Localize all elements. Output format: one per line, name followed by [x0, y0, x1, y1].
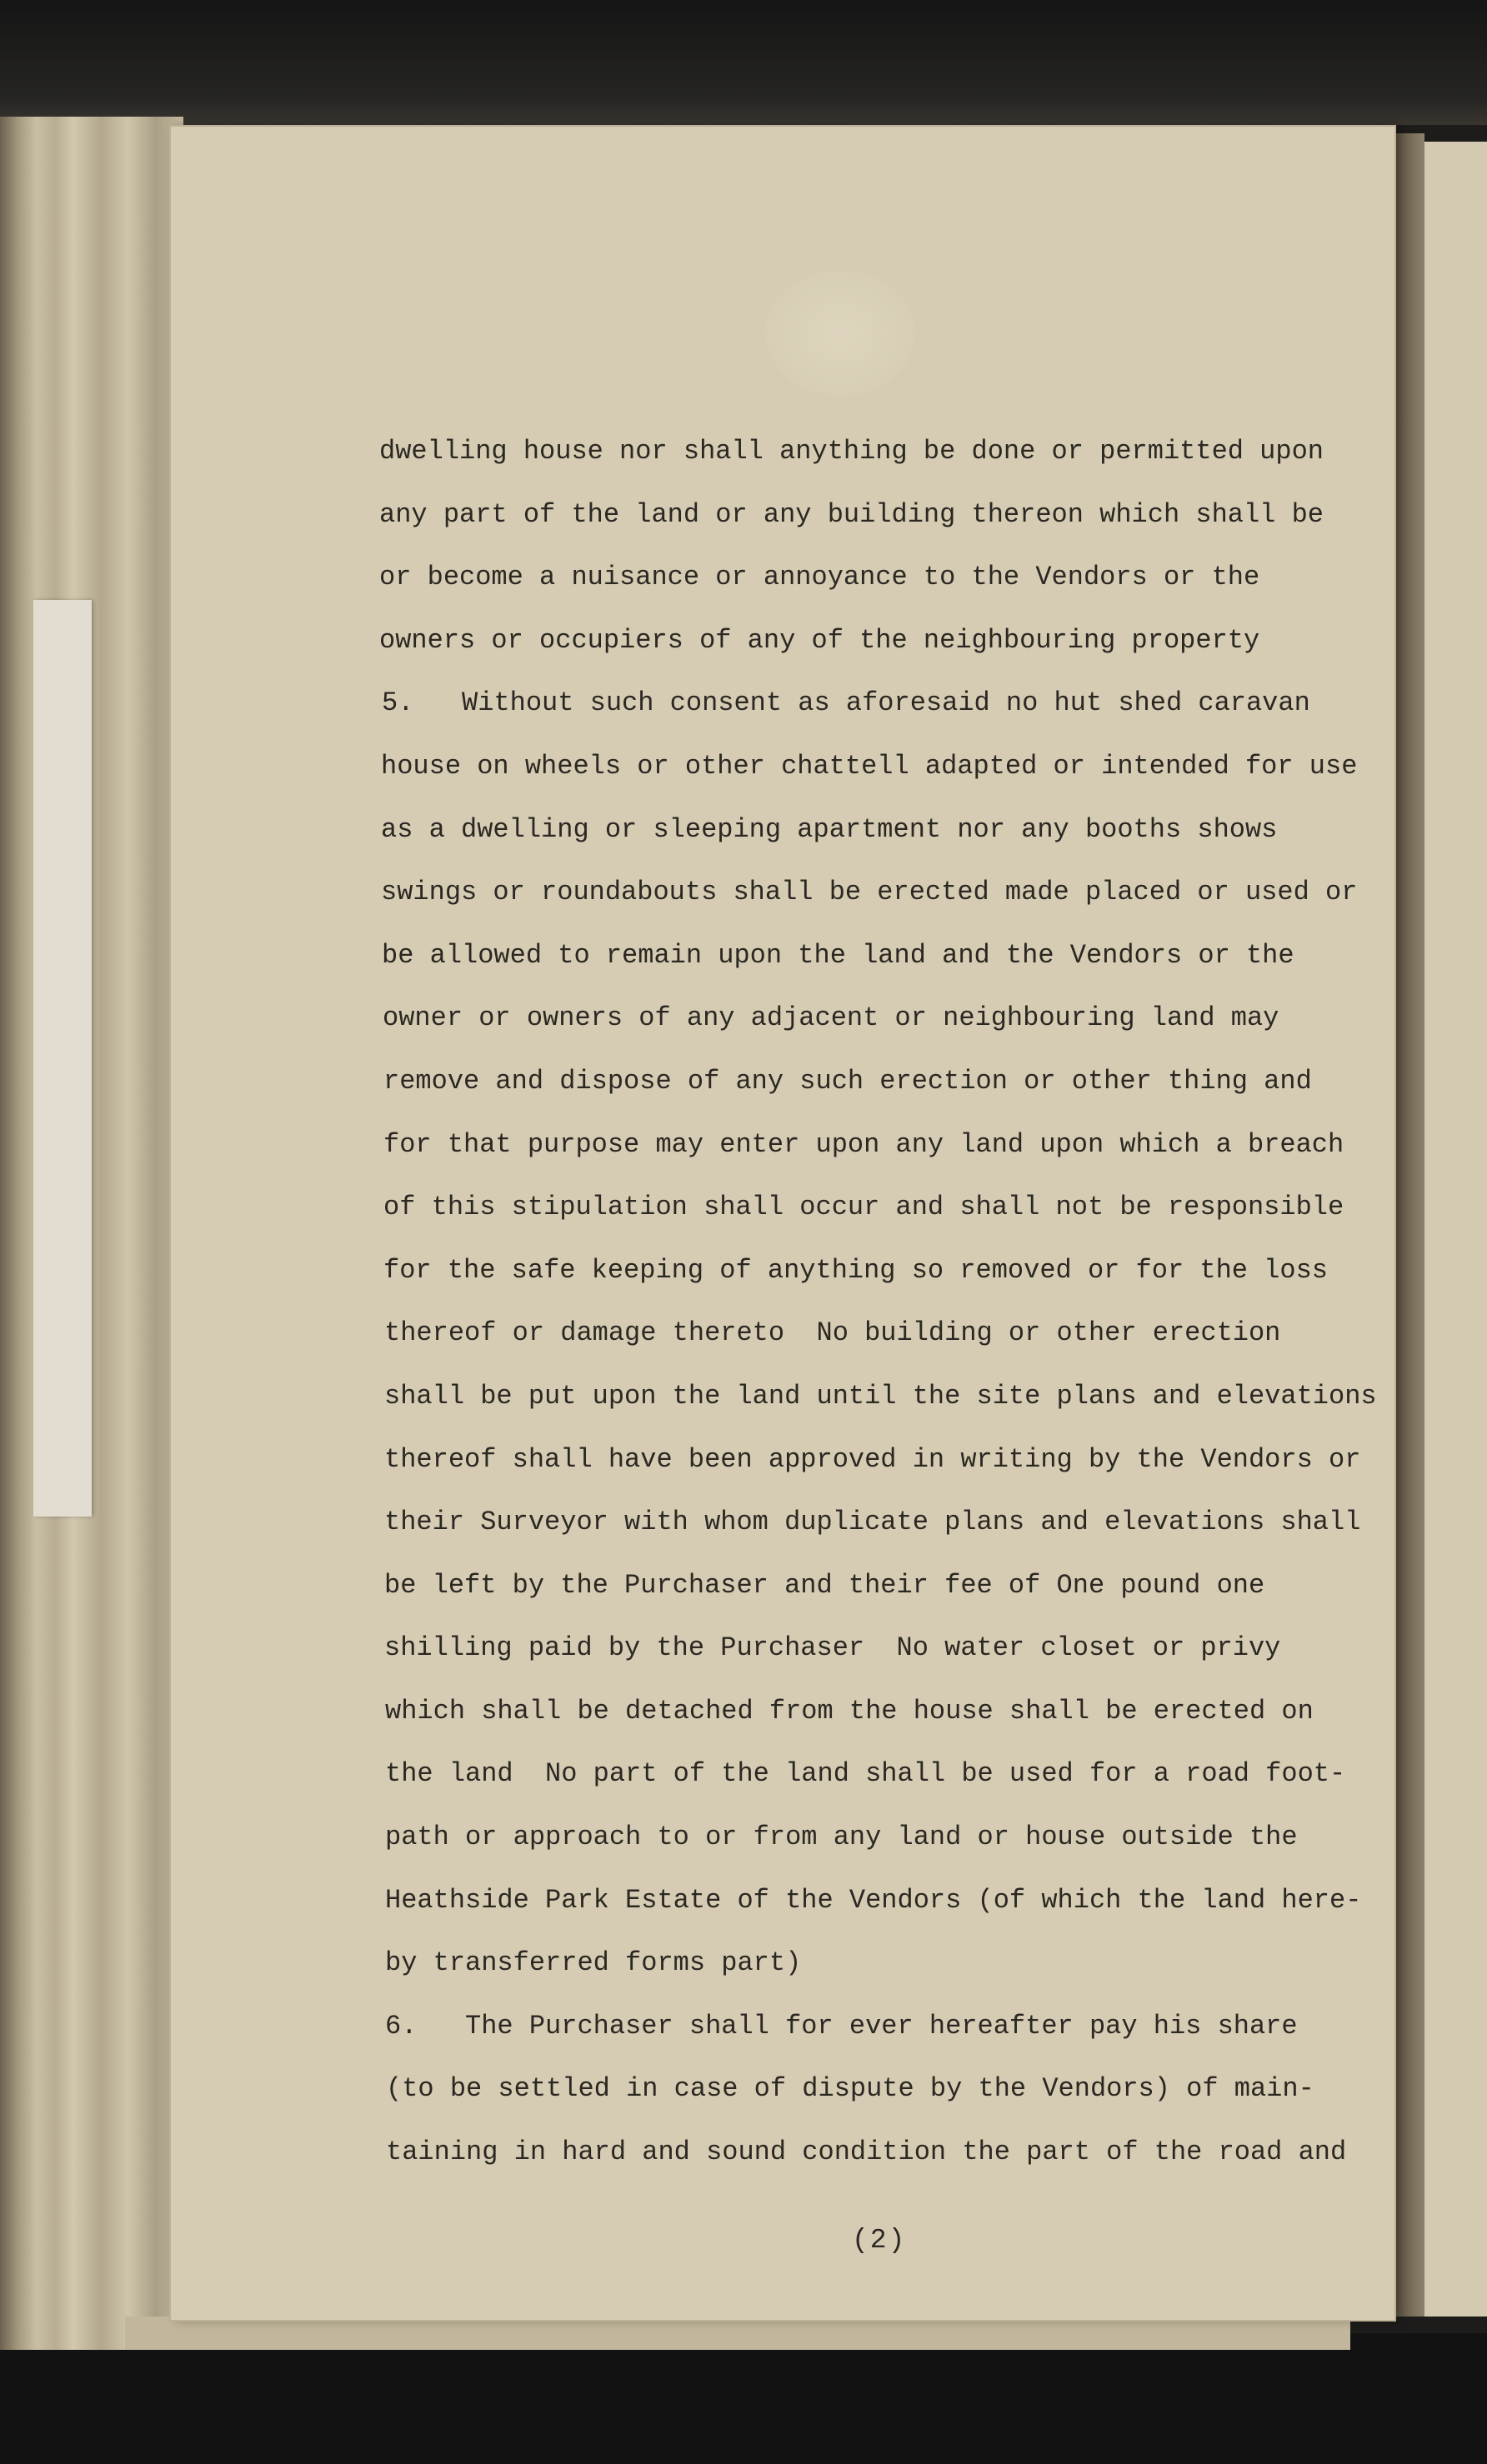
text-line: which shall be detached from the house shall be erected on	[385, 1695, 1314, 1727]
text-line: any part of the land or any building thereon which shall be	[379, 498, 1324, 530]
text-line: remove and dispose of any such erection or other thing and	[383, 1065, 1312, 1097]
text-line: Heathside Park Estate of the Vendors (of which the land here-	[385, 1884, 1362, 1916]
text-line: be allowed to remain upon the land and the Vendors or the	[382, 939, 1294, 971]
text-line: shall be put upon the land until the site plans and elevations	[384, 1380, 1377, 1412]
paper-slip	[33, 600, 92, 1517]
adjacent-page	[1424, 142, 1487, 2317]
text-line: 6. The Purchaser shall for ever hereafter pay his share	[385, 2010, 1298, 2042]
text-line: their Surveyor with whom duplicate plans and elevations shall	[384, 1507, 1361, 1538]
text-line: dwelling house nor shall anything be done or permitted upon	[379, 436, 1324, 467]
text-line: 5. Without such consent as aforesaid no hut shed caravan	[382, 687, 1310, 719]
text-line: for that purpose may enter upon any land upon which a breach	[383, 1128, 1344, 1160]
text-line: path or approach to or from any land or house outside the	[385, 1822, 1298, 1853]
text-line: thereof shall have been approved in writing by the Vendors or	[384, 1443, 1361, 1475]
text-line: the land No part of the land shall be used for a road foot-	[385, 1758, 1346, 1790]
scanner-background-top	[0, 0, 1487, 125]
text-line: by transferred forms part)	[385, 1947, 802, 1979]
text-line: be left by the Purchaser and their fee of One pound one	[384, 1569, 1265, 1601]
text-line: for the safe keeping of anything so removed or for the loss	[383, 1254, 1328, 1286]
scanner-background-bottom	[0, 2333, 1487, 2464]
text-line: thereof or damage thereto No building or other erection	[384, 1317, 1281, 1349]
text-line: taining in hard and sound condition the part of the road and	[386, 2137, 1347, 2168]
text-line: as a dwelling or sleeping apartment nor any booths shows	[381, 813, 1278, 845]
text-line: shilling paid by the Purchaser No water closet or privy	[384, 1632, 1281, 1664]
page-stack-edges	[0, 117, 183, 2350]
text-line: owners or occupiers of any of the neighbouring property	[379, 624, 1260, 656]
text-line: owner or owners of any adjacent or neighbouring land may	[383, 1002, 1279, 1034]
text-line: swings or roundabouts shall be erected made placed or used or	[381, 877, 1358, 908]
text-line: or become a nuisance or annoyance to the Vendors or the	[379, 562, 1260, 593]
binding-gutter	[1394, 133, 1424, 2317]
typed-text-body	[379, 427, 1388, 2191]
page-number: (2)	[852, 2225, 907, 2256]
text-line: house on wheels or other chattell adapted or intended for use	[381, 750, 1358, 782]
text-line: (to be settled in case of dispute by the Vendors) of main-	[386, 2073, 1314, 2105]
text-line: of this stipulation shall occur and shall not be responsible	[383, 1192, 1344, 1223]
page-stack-bottom	[125, 2317, 1350, 2350]
embossed-seal	[765, 271, 915, 396]
